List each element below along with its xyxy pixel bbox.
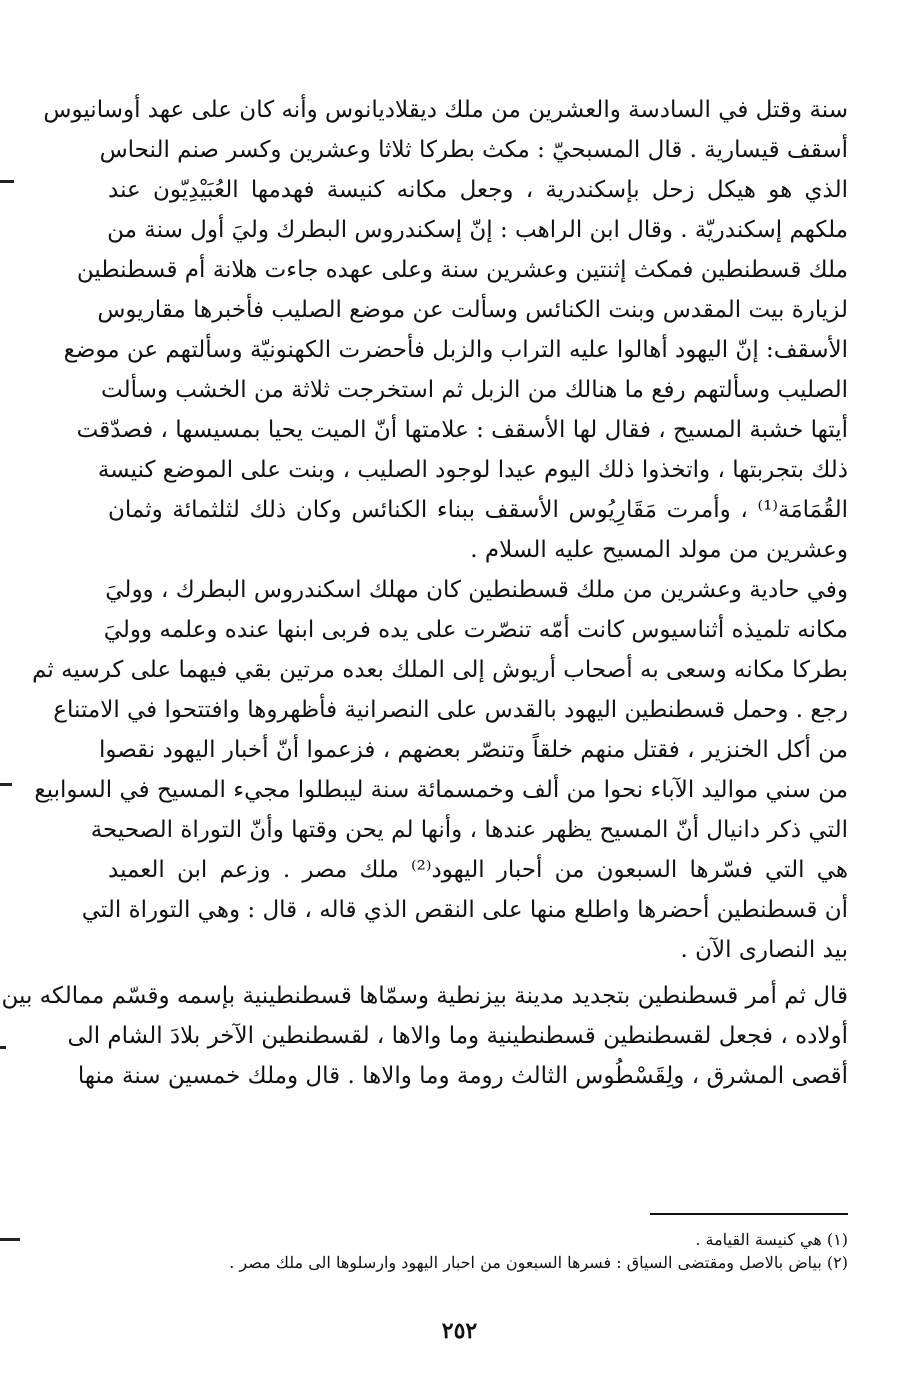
- text-line: لزيارة بيت المقدس وبنت الكنائس وسألت عن موضع الصليب فأخبرها مقاريوس: [97, 297, 848, 323]
- text-line: بطركا مكانه وسعى به أصحاب أريوش إلى الملك بعده مرتين بقي فيهما على كرسيه ثم: [32, 657, 848, 683]
- text-line: وفي حادية وعشرين من ملك قسطنطين كان مهلك اسكندروس البطرك ، ووليَ: [105, 577, 848, 603]
- text-line: من أكل الخنزير ، فقتل منهم خلقاً وتنصّر بعضهم ، فزعموا أنّ أخبار اليهود نقصوا: [98, 737, 848, 763]
- text-line: أسقف قيسارية . قال المسبحيّ : مكث بطركا ثلاثا وعشرين وكسر صنم النحاس: [99, 137, 848, 163]
- text-line: أولاده ، فجعل لقسطنطين قسطنطينية وما والاها ، لقسطنطين الآخر بلادَ الشام الى: [67, 1023, 848, 1049]
- scan-mark: [0, 180, 14, 183]
- text-line: أن قسطنطين أحضرها واطلع منها على النقص الذي قاله ، قال : وهي التوراة التي: [81, 897, 848, 923]
- footnote: (٢) بياض بالاصل ومقتضى السياق : فسرها السبعون من احبار اليهود وارسلوها الى ملك مصر .: [229, 1253, 848, 1272]
- text-line: الصليب وسألتهم رفع ما هنالك من الزبل ثم استخرجت ثلاثة من الخشب وسألت: [101, 377, 848, 403]
- footnote: (١) هي كنيسة القيامة .: [695, 1230, 848, 1249]
- footnote-separator: [650, 1213, 848, 1215]
- main-text: [1, 90, 848, 1096]
- text-line: أيتها خشبة المسيح ، فقال لها الأسقف : علامتها أنّ الميت يحيا بمسيسها ، فصدّقت: [76, 417, 848, 443]
- footnotes: [108, 1228, 848, 1274]
- text-line: ذلك بتجربتها ، واتخذوا ذلك اليوم عيدا لوجود الصليب ، وبنت على الموضع كنيسة: [97, 457, 848, 483]
- text-line: ملكهم إسكندريّة . وقال ابن الراهب : إنّ إسكندروس البطرك وليَ أول سنة من: [107, 217, 848, 243]
- text-line: وعشرين من مولد المسيح عليه السلام .: [470, 537, 848, 563]
- page-number: ٢٥٢: [441, 1318, 478, 1344]
- text-line: التي ذكر دانيال أنّ المسيح يظهر عندها ، وأنها لم يحن وقتها وأنّ التوراة الصحيحة: [90, 817, 848, 843]
- scan-mark: [0, 783, 12, 786]
- text-line: الأسقف: إنّ اليهود أهالوا عليه التراب والزبل فأحضرت الكهنونيّة وسألتهم عن موضع: [63, 337, 848, 363]
- text-line: بيد النصارى الآن .: [680, 937, 848, 963]
- scan-mark: [0, 1046, 6, 1049]
- text-line: قال ثم أمر قسطنطين بتجديد مدينة بيزنطية وسمّاها قسطنطينية بإسمه وقسّم ممالكه بين: [1, 983, 848, 1009]
- text-line: سنة وقتل في السادسة والعشرين من ملك ديقلاديانوس وأنه كان على عهد أوسانيوس: [43, 97, 848, 123]
- text-line: مكانه تلميذه أثناسيوس كانت أمّه تنصّرت على يده فربى ابنها عنده وعلمه ووليَ: [103, 617, 848, 643]
- text-line: رجع . وحمل قسطنطين اليهود بالقدس على النصرانية فأظهروها وافتتحوا في الامتناع: [53, 697, 848, 723]
- text-line: الذي هو هيكل زحل بإسكندرية ، وجعل مكانه كنيسة فهدمها العُبَيْدِيّون عند: [108, 177, 848, 203]
- text-line: ملك قسطنطين فمكث إثنتين وعشرين سنة وعلى عهده جاءت هلانة أم قسطنطين: [76, 257, 848, 283]
- scan-mark: [0, 1238, 20, 1241]
- text-line: أقصى المشرق ، ولِقَسْطُوس الثالث رومة وما والاها . قال وملك خمسين سنة منها: [77, 1063, 848, 1089]
- text-line: من سني مواليد الآباء نحوا من ألف وخمسمائة سنة ليبطلوا مجيء المسيح في السوابيع: [34, 777, 848, 803]
- text-line: هي التي فسّرها السبعون من أحبار اليهود⁽²⁾ ملك مصر . وزعم ابن العميد: [108, 857, 848, 883]
- text-line: القُمَامَة⁽¹⁾ ، وأمرت مَقَارِيُوس الأسقف ببناء الكنائس وكان ذلك لثلثمائة وثمان: [108, 497, 848, 523]
